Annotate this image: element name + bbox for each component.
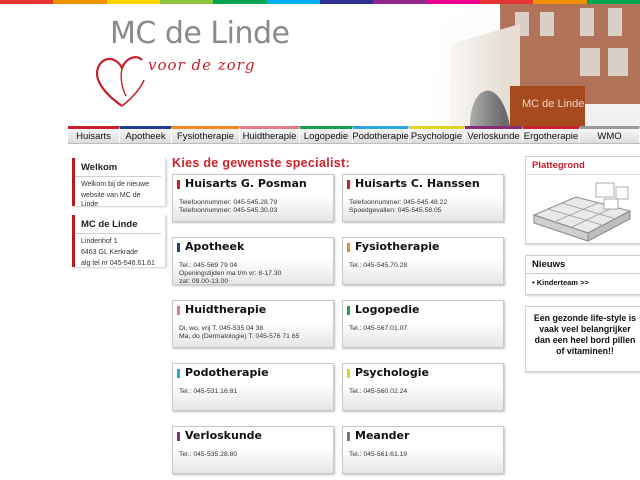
specialist-info (349, 262, 407, 270)
slogan-line-3: dan een heel bord pillen (534, 335, 636, 345)
specialist-name[interactable]: Huisarts G. Posman (185, 177, 307, 190)
address-line-3: alg tel nr 045-546.61.61 (81, 260, 155, 267)
specialist-info-line: Telefoonnummer: 045-545.28.79 (179, 199, 278, 206)
specialist-info-line: Telefoonnummer: 045-545.48.22 (349, 199, 448, 206)
specialist-info (349, 199, 447, 215)
nav-item-wmo[interactable]: WMO (580, 126, 640, 143)
specialist-card[interactable] (172, 363, 334, 411)
specialist-name[interactable]: Fysiotherapie (355, 240, 440, 253)
slogan-box (525, 306, 640, 372)
specialist-info (179, 388, 237, 396)
specialist-card[interactable] (342, 363, 504, 411)
welcome-text-2: website van MC de Linde (81, 192, 141, 208)
slogan-line-4: of vitaminen!! (556, 346, 614, 356)
floorplan-box[interactable] (525, 156, 640, 244)
specialist-card[interactable] (342, 300, 504, 348)
contact-box (72, 215, 166, 267)
card-color-marker (347, 306, 350, 315)
slogan-text (526, 307, 640, 363)
specialist-card[interactable] (342, 426, 504, 474)
slogan-line-2: vaak veel belangrijker (539, 324, 631, 334)
specialist-info-line: Tel.: 045-531.16.81 (179, 388, 238, 395)
specialist-info (179, 262, 281, 287)
card-color-marker (347, 180, 350, 189)
specialist-name[interactable]: Verloskunde (185, 429, 262, 442)
heart-logo-icon[interactable] (92, 44, 152, 114)
page-title: Kies de gewenste specialist: (172, 156, 350, 170)
card-color-marker (177, 432, 180, 441)
specialist-info-line: Ma, do (Dermatologie) T. 045-576 71 65 (179, 333, 300, 341)
specialist-name[interactable]: Podotherapie (185, 366, 269, 379)
main-nav (68, 126, 640, 144)
specialist-info (349, 325, 407, 333)
specialist-info-line: Tel.: 045-560.02.24 (349, 388, 408, 395)
specialist-card[interactable] (172, 237, 334, 285)
welcome-box (72, 158, 166, 206)
welcome-text-1: Welkom bij de nieuwe (81, 181, 149, 188)
news-title: Nieuws (526, 256, 640, 274)
specialist-info-line: Openingstijden ma t/m vr: 8-17.30 (179, 270, 282, 278)
specialist-info-line: zat: 09.00-13.00 (179, 278, 229, 286)
specialist-info (179, 325, 299, 341)
slogan-line-1: Een gezonde life-style is (533, 313, 637, 323)
specialist-info-line: Tel.: 045-535.28.80 (179, 451, 238, 458)
specialist-info-line: Tel.: 045-567.01.07 (349, 325, 408, 332)
nav-item-apotheek[interactable]: Apotheek (120, 126, 172, 143)
specialist-info (179, 199, 277, 215)
nav-item-verloskunde[interactable]: Verloskunde (465, 126, 523, 143)
card-color-marker (177, 369, 180, 378)
specialist-info (349, 451, 407, 459)
card-color-marker (177, 306, 180, 315)
address-line-2: 6463 GL Kerkrade (81, 249, 138, 256)
news-item-kinderteam[interactable]: • Kinderteam >> (532, 278, 589, 287)
specialist-card[interactable] (172, 174, 334, 222)
specialist-name[interactable]: Meander (355, 429, 410, 442)
specialist-info-line: Tel.: 045-569 79 04 (179, 262, 238, 269)
specialist-info-line: Telefoonnummer: 045-545.30.03 (179, 207, 278, 215)
nav-item-fysiotherapie[interactable]: Fysiotherapie (172, 126, 240, 143)
building-photo (430, 4, 640, 126)
logo-title[interactable]: MC de Linde (110, 16, 290, 51)
specialist-info-line: Spoedgevallen: 045-545.58.05 (349, 207, 442, 215)
site-header (0, 4, 640, 126)
contact-title: MC de Linde (75, 215, 161, 234)
logo-subtitle: voor de zorg (148, 56, 256, 74)
specialist-name[interactable]: Psychologie (355, 366, 429, 379)
nav-item-ergotherapie[interactable]: Ergotherapie (523, 126, 580, 143)
address-line-1: Lindenhof 1 (81, 238, 118, 245)
specialist-name[interactable]: Huidtherapie (185, 303, 267, 316)
specialist-name[interactable]: Huisarts C. Hanssen (355, 177, 480, 190)
floorplan-image[interactable] (526, 175, 640, 243)
card-color-marker (347, 369, 350, 378)
nav-item-podotherapie[interactable]: Podotherapie (353, 126, 409, 143)
floorplan-title[interactable]: Plattegrond (526, 157, 640, 175)
specialist-name[interactable]: Apotheek (185, 240, 245, 253)
news-item-label[interactable]: Kinderteam >> (536, 278, 589, 287)
card-color-marker (347, 243, 350, 252)
specialist-info-line: Tel.: 045-545.70.28 (349, 262, 408, 269)
news-box (525, 255, 640, 295)
specialist-info (349, 388, 407, 396)
nav-item-psychologie[interactable]: Psychologie (409, 126, 465, 143)
nav-item-logopedie[interactable]: Logopedie (300, 126, 353, 143)
specialist-info-line: Tel.: 045-561.61.19 (349, 451, 408, 458)
specialist-card[interactable] (342, 174, 504, 222)
specialist-card[interactable] (172, 426, 334, 474)
specialist-card[interactable] (342, 237, 504, 285)
specialist-info (179, 451, 237, 459)
nav-item-huidtherapie[interactable]: Huidtherapie (240, 126, 300, 143)
card-color-marker (347, 432, 350, 441)
specialist-card[interactable] (172, 300, 334, 348)
nav-item-huisarts[interactable]: Huisarts (68, 126, 120, 143)
specialist-name[interactable]: Logopedie (355, 303, 420, 316)
specialist-info-line: Di, wo, vrij T. 045-535 04 38 (179, 325, 264, 332)
card-color-marker (177, 243, 180, 252)
welcome-title: Welkom (75, 158, 161, 177)
card-color-marker (177, 180, 180, 189)
